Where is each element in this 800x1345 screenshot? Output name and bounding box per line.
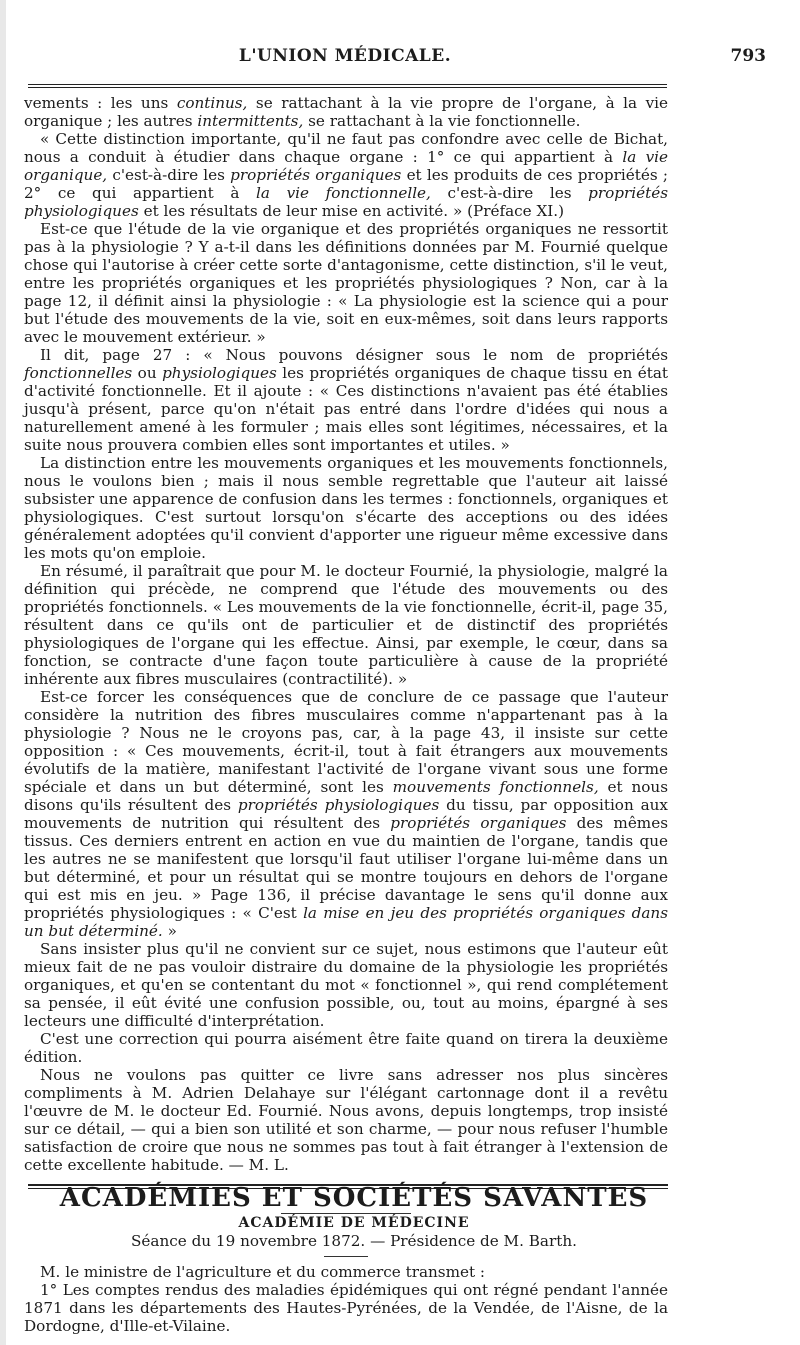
page-binding-edge	[0, 0, 6, 1345]
body-paragraph: Il dit, page 27 : « Nous pouvons désigner sous le nom de propriétés fonctionnelles ou physiologiques les propriétés organiques de chaque tissu en état d'activité fonctionnelle. Et il ajoute : « Ces distinctions n'avaient pas été établies jusqu'à présent, parce qu'on n'était pas entré dans l'ordre d'idées qui nous a naturellement amené à les formuler ; mais elles sont légitimes, nécessaires, et la suite nous prouvera combien elles sont importantes et utiles. »	[24, 346, 668, 454]
italic-term: continus,	[176, 94, 248, 112]
body-paragraph: Est-ce forcer les conséquences que de conclure de ce passage que l'auteur considère la nutrition des fibres musculaires comme n'appartenant pas à la physiologie ? Nous ne le croyons pas, car, à la page 43, il insiste sur cette opposition : « Ces mouvements, écrit-il, tout à fait étrangers aux mouvements évolutifs de la matière, manifestant l'activité de l'organe vivant sous une forme spéciale et dans un but déterminé, sont les mouvements fonctionnels, et nous disons qu'ils résultent des propriétés physiologiques du tissu, par opposition aux mouvements de nutrition qui résultent des propriétés organiques des mêmes tissus. Ces derniers entrent en action en vue du maintien de l'organe, tandis que les autres ne se manifestent que lorsqu'il faut utiliser l'organe lui-même dans un but déterminé, et pour un résultat qui se montre toujours en dehors de l'organe qui est mis en jeu. » Page 136, il précise davantage le sens qu'il donne aux propriétés physiologiques : « C'est la mise en jeu des propriétés organiques dans un but déterminé. »	[24, 688, 668, 940]
italic-term: la mise en jeu des propriétés organiques dans un but déterminé.	[24, 904, 668, 940]
epidemic-report-paragraph: 1° Les comptes rendus des maladies épidémiques qui ont régné pendant l'année 1871 dans les départements des Hautes-Pyrénées, de la Vendée, de l'Aisne, de la Dordogne, d'Ille-et-Vilaine.	[24, 1281, 668, 1335]
italic-term: fonctionnelles	[24, 364, 133, 382]
body-paragraph: Nous ne voulons pas quitter ce livre sans adresser nos plus sincères compliments à M. Adrien Delahaye sur l'élégant cartonnage dont il a revêtu l'œuvre de M. le docteur Ed. Fournié. Nous avons, depuis longtemps, trop insisté sur ce détail, — qui a bien son utilité et son charme, — pour nous refuser l'humble satisfaction de croire que nous ne sommes pas tout à fait étranger à l'extension de cette excellente habitude. — M. L.	[24, 1066, 668, 1174]
body-paragraph: C'est une correction qui pourra aisément être faite quand on tirera la deuxième édition.	[24, 1030, 668, 1066]
body-paragraph: La distinction entre les mouvements organiques et les mouvements fonctionnels, nous le voulons bien ; mais il nous semble regrettable que l'auteur ait laissé subsister une apparence de confusion dans les termes : fonctionnels, organiques et physiologiques. C'est surtout lorsqu'on s'écarte des acceptions ou des idées généralement adoptées qu'il convient d'apporter une rigueur même excessive dans les mots qu'on emploie.	[24, 454, 668, 562]
session-line: Séance du 19 novembre 1872. — Présidence de M. Barth.	[131, 1232, 577, 1250]
running-title: L'UNION MÉDICALE.	[238, 46, 452, 66]
academy-title: ACADÉMIE DE MÉDECINE	[238, 1215, 470, 1231]
italic-term: propriétés physiologiques	[24, 184, 668, 220]
session-rule	[324, 1256, 368, 1257]
italic-term: la vie fonctionnelle,	[256, 184, 431, 202]
page-header	[28, 46, 766, 76]
body-paragraph: « Cette distinction importante, qu'il ne faut pas confondre avec celle de Bichat, nous a conduit à étudier dans chaque organe : 1° ce qui appartient à la vie organique, c'est-à-dire les propriétés organiques et les produits de ces propriétés ; 2° ce qui appartient à la vie fonctionnelle, c'est-à-dire les propriétés physiologiques et les résultats de leur mise en activité. » (Préface XI.)	[24, 130, 669, 220]
article-body	[24, 94, 668, 1335]
italic-term: propriétés organiques	[230, 166, 402, 184]
review-paragraphs	[24, 94, 668, 1174]
header-rule	[28, 84, 667, 88]
page-number: 793	[730, 46, 766, 66]
body-paragraph: Sans insister plus qu'il ne convient sur ce sujet, nous estimons que l'auteur eût mieux fait de ne pas vouloir distraire du domaine de la physiologie les propriétés organiques, et qu'en se contentant du mot « fonctionnel », qui rend complétement sa pensée, il eût évité une confusion possible, ou, tout au moins, épargné à ses lecteurs une difficulté d'interprétation.	[24, 940, 668, 1030]
italic-term: la vie organique,	[24, 148, 669, 184]
italic-term: mouvements fonctionnels,	[392, 778, 599, 796]
body-paragraph: Est-ce que l'étude de la vie organique et des propriétés organiques ne ressortit pas à la physiologie ? Y a-t-il dans les définitions données par M. Fournié quelque chose qui l'autorise à créer cette sorte d'antagonisme, cette distinction, s'il le veut, entre les propriétés organiques et les propriétés physiologiques ? Non, car à la page 12, il définit ainsi la physiologie : « La physiologie est la science qui a pour but l'étude des mouvements de la vie, soit en eux-mêmes, soit dans leurs rapports avec le mouvement extérieur. »	[24, 220, 668, 346]
italic-term: physiologiques	[162, 364, 277, 382]
section-title: ACADÉMIES ET SOCIÉTÉS SAVANTES	[59, 1183, 649, 1213]
body-paragraph: vements : les uns continus, se rattachant à la vie propre de l'organe, à la vie organique ; les autres intermittents, se rattachant à la vie fonctionnelle.	[24, 94, 669, 130]
ministry-paragraph: M. le ministre de l'agriculture et du commerce transmet :	[40, 1263, 486, 1281]
italic-term: propriétés organiques	[390, 814, 567, 832]
body-paragraph: En résumé, il paraîtrait que pour M. le docteur Fournié, la physiologie, malgré la définition qui précède, ne comprend que l'étude des mouvements ou des propriétés fonctionnels. « Les mouvements de la vie fonctionnelle, écrit-il, page 35, résultent dans ce qu'ils ont de particulier et de distinctif des propriétés physiologiques de l'organe qui les effectue. Ainsi, par exemple, le cœur, dans sa fonction, se contracte d'une façon toute particulière à cause de la propriété inhérente aux fibres musculaires (contractilité). »	[24, 562, 668, 688]
italic-term: intermittents,	[197, 112, 304, 130]
italic-term: propriétés physiologiques	[237, 796, 440, 814]
